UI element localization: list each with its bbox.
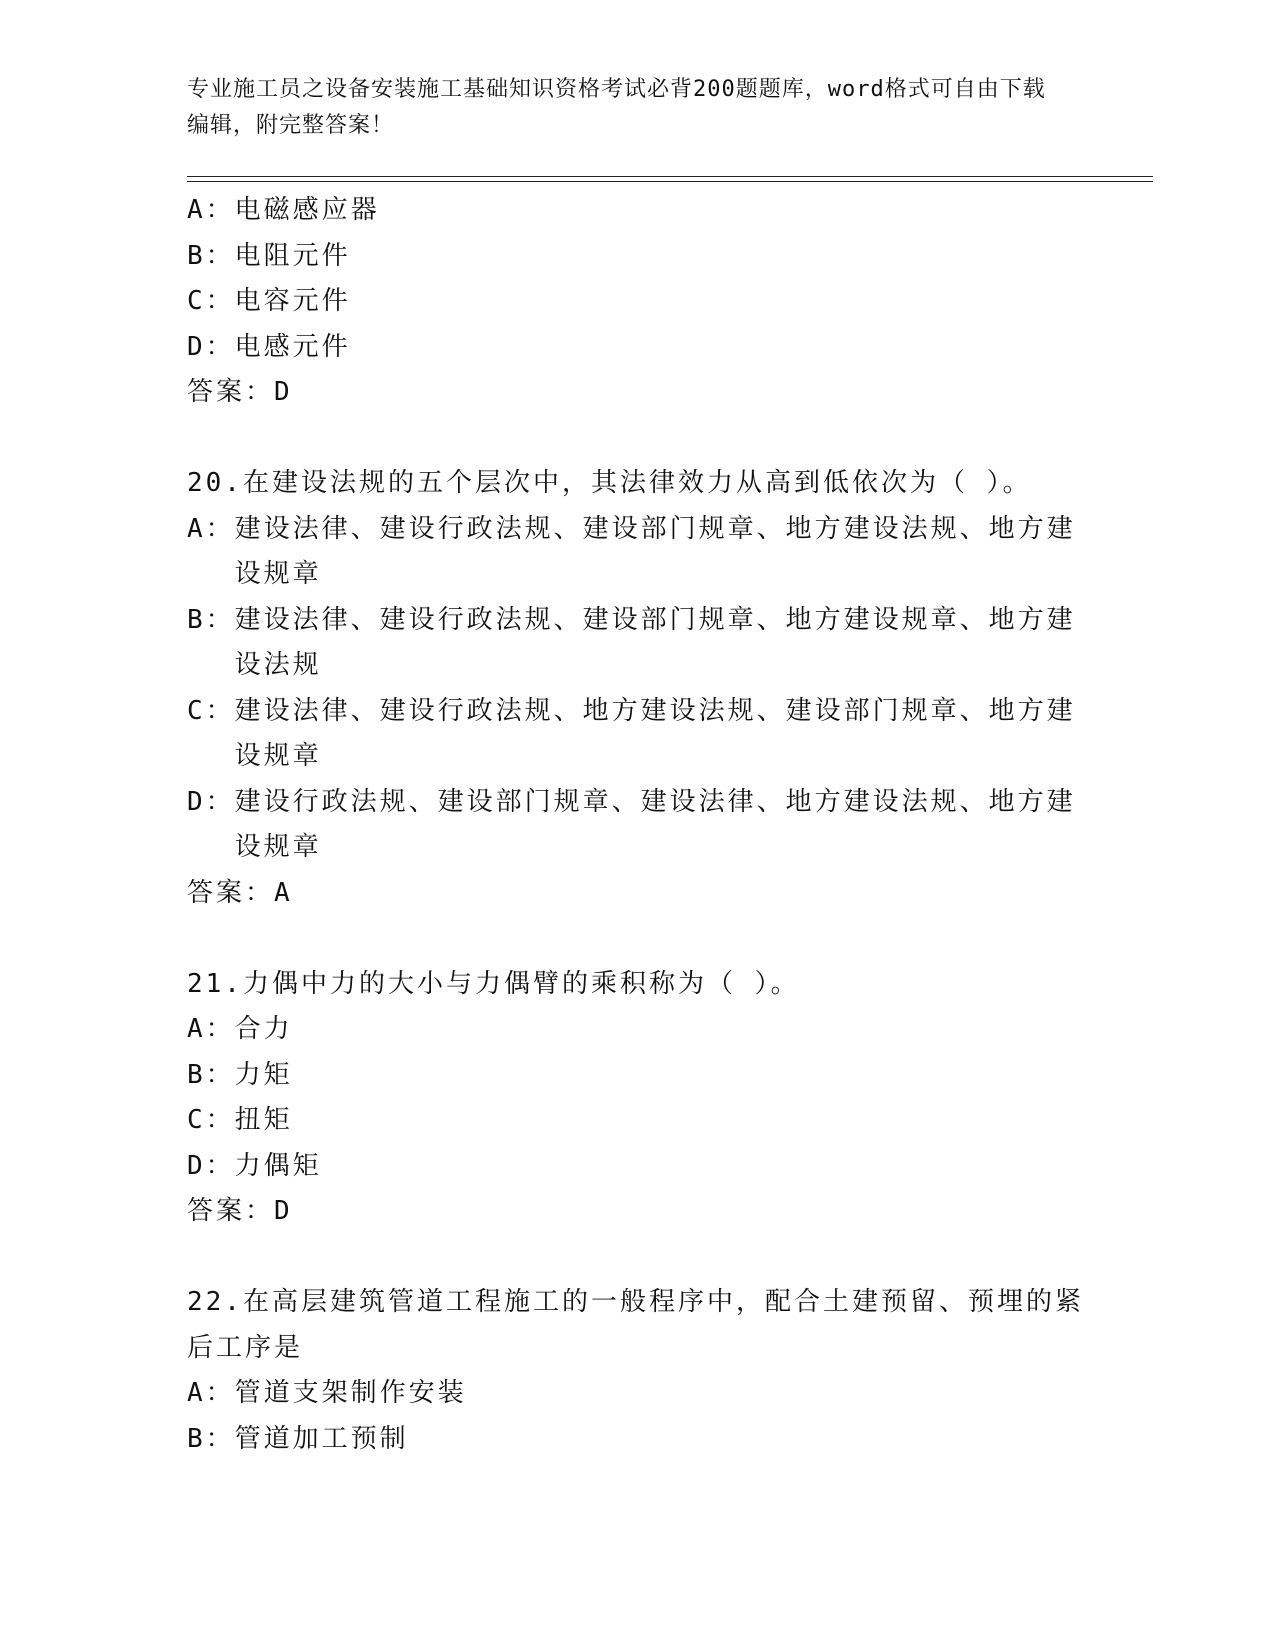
question-stem: 22.在高层建筑管道工程施工的一般程序中，配合土建预留、预埋的紧后工序是 [187,1287,1084,1363]
option-d: D： 建设行政法规、建设部门规章、建设法律、地方建设法规、地方建设规章 [187,786,1076,862]
option-b: B： 管道加工预制 [187,1423,409,1454]
question-20 [187,461,1087,916]
option-d: D： 电感元件 [187,331,351,362]
option-c: C： 电容元件 [187,286,351,316]
answer-line: 答案：D [187,1196,293,1226]
option-c: C： 扭矩 [187,1105,293,1135]
option-c: C： 建设法律、建设行政法规、地方建设法规、建设部门规章、地方建设规章 [187,695,1076,771]
spacer [187,916,1087,962]
option-a: A： 管道支架制作安装 [187,1378,467,1408]
answer-line: 答案：A [187,877,293,908]
document-title: 专业施工员之设备安装施工基础知识资格考试必背200题题库，word格式可自由下载编辑，附完整答案！ [187,77,1046,138]
question-21 [187,962,1087,1235]
spacer [187,416,1087,462]
question-22 [187,1280,1087,1462]
answer-line: 答案：D [187,377,293,407]
option-a: A： 合力 [187,1014,293,1044]
question-19-options [187,188,1087,416]
header-rule-top [187,176,1153,177]
spacer [187,1235,1087,1281]
header-rule-bottom [187,181,1153,182]
option-a: A： 建设法律、建设行政法规、建设部门规章、地方建设法规、地方建设规章 [187,513,1076,589]
question-stem: 20.在建设法规的五个层次中，其法律效力从高到低依次为（ ）。 [187,468,1032,498]
option-b: B： 力矩 [187,1059,293,1090]
question-list [187,188,1087,1462]
option-b: B： 建设法律、建设行政法规、建设部门规章、地方建设规章、地方建设法规 [187,604,1076,680]
option-d: D： 力偶矩 [187,1150,322,1181]
question-stem: 21.力偶中力的大小与力偶臂的乘积称为（ ）。 [187,968,800,999]
option-b: B： 电阻元件 [187,240,351,271]
option-a: A： 电磁感应器 [187,195,380,225]
